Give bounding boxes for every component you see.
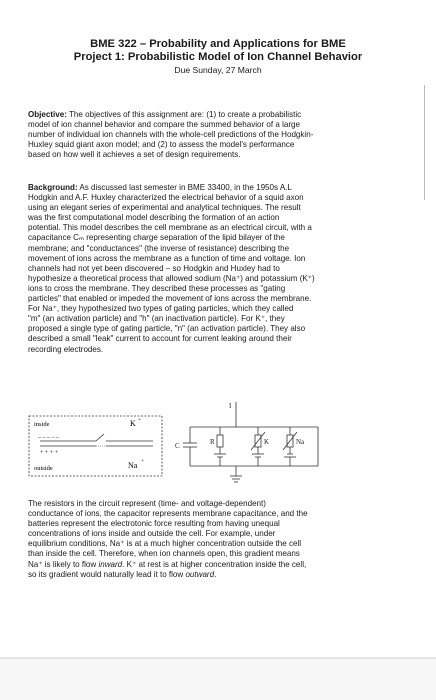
objective-line: based on how well it achieves a set of design requirements.: [28, 150, 241, 160]
outward-emphasis: outward: [185, 569, 215, 579]
background-line: capacitance Cₘ representing charge separation of the lipid bilayer of the: [28, 233, 285, 243]
background-line: ions to cross the membrane. They described these processes as "gating: [28, 283, 286, 293]
na-ion-charge: +: [141, 458, 145, 464]
resistors-text: so its gradient would naturally lead it to flow: [28, 569, 186, 579]
background-line: particles" that enabled or impeded the movement of ions across the membrane.: [28, 294, 312, 304]
objective-line: number of individual ion channels with the whole-cell predictions of the Hodgkin-: [28, 130, 314, 140]
resistors-line: batteries represent the electrotonic force resulting from having unequal: [28, 519, 280, 529]
membrane-circuit-figure: [28, 394, 348, 494]
background-line: recording electrodes.: [28, 344, 104, 354]
k-ion-charge: +: [138, 417, 142, 423]
na-branch-label: Na: [296, 438, 305, 446]
background-line: movement of ions across the membrane as a function of time and voltage. Ion: [28, 253, 306, 263]
background-line: channels had not yet been discovered – so Hodgkin and Huxley had to: [28, 263, 280, 273]
na-ion-label: Na: [128, 461, 138, 470]
resistors-text: .: [214, 569, 217, 579]
resistors-paragraph: [28, 499, 398, 580]
objective-label: Objective:: [28, 110, 67, 119]
resistors-line-inward: [28, 560, 398, 570]
margin-rule: [424, 85, 425, 200]
membrane-diagram: [29, 416, 162, 476]
resistors-text: . K⁺ at rest is at higher concentration inside the cell,: [122, 559, 307, 569]
inside-label: inside: [34, 421, 50, 428]
background-line: described a small "leak" current to account for current leaking around their: [28, 334, 292, 344]
page-bottom-area: [0, 659, 436, 700]
capacitor-label: C: [175, 442, 180, 450]
background-line: using an elegant series of experimental and analytical techniques. The result: [28, 203, 301, 213]
document-header: [0, 38, 436, 76]
title-line-1: BME 322 – Probability and Applications for BME: [90, 38, 346, 50]
resistors-line: equilibrium conditions, Na⁺ is at a much higher concentration outside the cell: [28, 539, 302, 549]
background-label: Background:: [28, 183, 78, 192]
leak-resistor: [217, 435, 223, 447]
resistors-line: concentrations of ions inside and outside the cell. For example, under: [28, 529, 276, 539]
background-line: potential. This model describes the cell membrane as an electrical circuit, with a: [28, 223, 312, 233]
objective-text: The objectives of this assignment are: (1) to create a probabilistic: [66, 110, 302, 119]
background-text: As discussed last semester in BME 33400, in the 1950s A.L: [77, 183, 292, 192]
background-line: hypothesize a theoretical process that allowed sodium (Na⁺) and potassium (K⁺): [28, 273, 315, 283]
objective-paragraph: [28, 110, 398, 160]
equivalent-circuit: [175, 402, 318, 482]
resistors-text: Na⁺ is likely to flow: [28, 559, 99, 569]
objective-line: Huxley squid giant axon model; and (2) to assess the model's performance: [28, 140, 295, 150]
resistors-line: conductance of ions, the capacitor represents membrane capacitance, and the: [28, 509, 308, 519]
background-line: proposed a single type of gating particle, "n" (an activation particle). They also: [28, 324, 306, 334]
k-ion-label: K: [130, 419, 136, 428]
resistors-line: than inside the cell. Therefore, when ion channels open, this gradient means: [28, 549, 300, 559]
channel-gate: [96, 434, 104, 441]
outside-label: outside: [34, 465, 53, 472]
objective-line: model of ion channel behavior and compare the summed behavior of a large: [28, 120, 300, 130]
background-line: Hodgkin and A.F. Huxley characterized the electrical behavior of a squid axon: [28, 193, 304, 203]
plus-charges: + + + +: [40, 450, 59, 456]
background-line: membrane; and "conductances" (the inverse of resistance) describing the: [28, 243, 290, 253]
leak-label: R: [210, 438, 215, 446]
due-date: Due Sunday, 27 March: [174, 65, 262, 75]
background-line: For Na⁺, they hypothesized two types of gating particles, which they called: [28, 304, 294, 314]
background-line-1: [28, 183, 398, 193]
background-line: "m" (an activation particle) and "h" (an inactivation particle). For K⁺, they: [28, 314, 285, 324]
inward-emphasis: inward: [98, 559, 123, 569]
title-line-2: Project 1: Probabilistic Model of Ion Channel Behavior: [73, 51, 363, 63]
background-line: was the first computational model describing the formation of an action: [28, 213, 280, 223]
k-branch-label: K: [264, 438, 270, 446]
current-label: I: [229, 402, 232, 410]
background-paragraph: [28, 183, 398, 355]
minus-charges: – – – – –: [38, 435, 59, 441]
resistors-line-outward: [28, 570, 398, 580]
objective-line-1: [28, 110, 398, 120]
resistors-line: The resistors in the circuit represent (time- and voltage-dependent): [28, 499, 266, 508]
